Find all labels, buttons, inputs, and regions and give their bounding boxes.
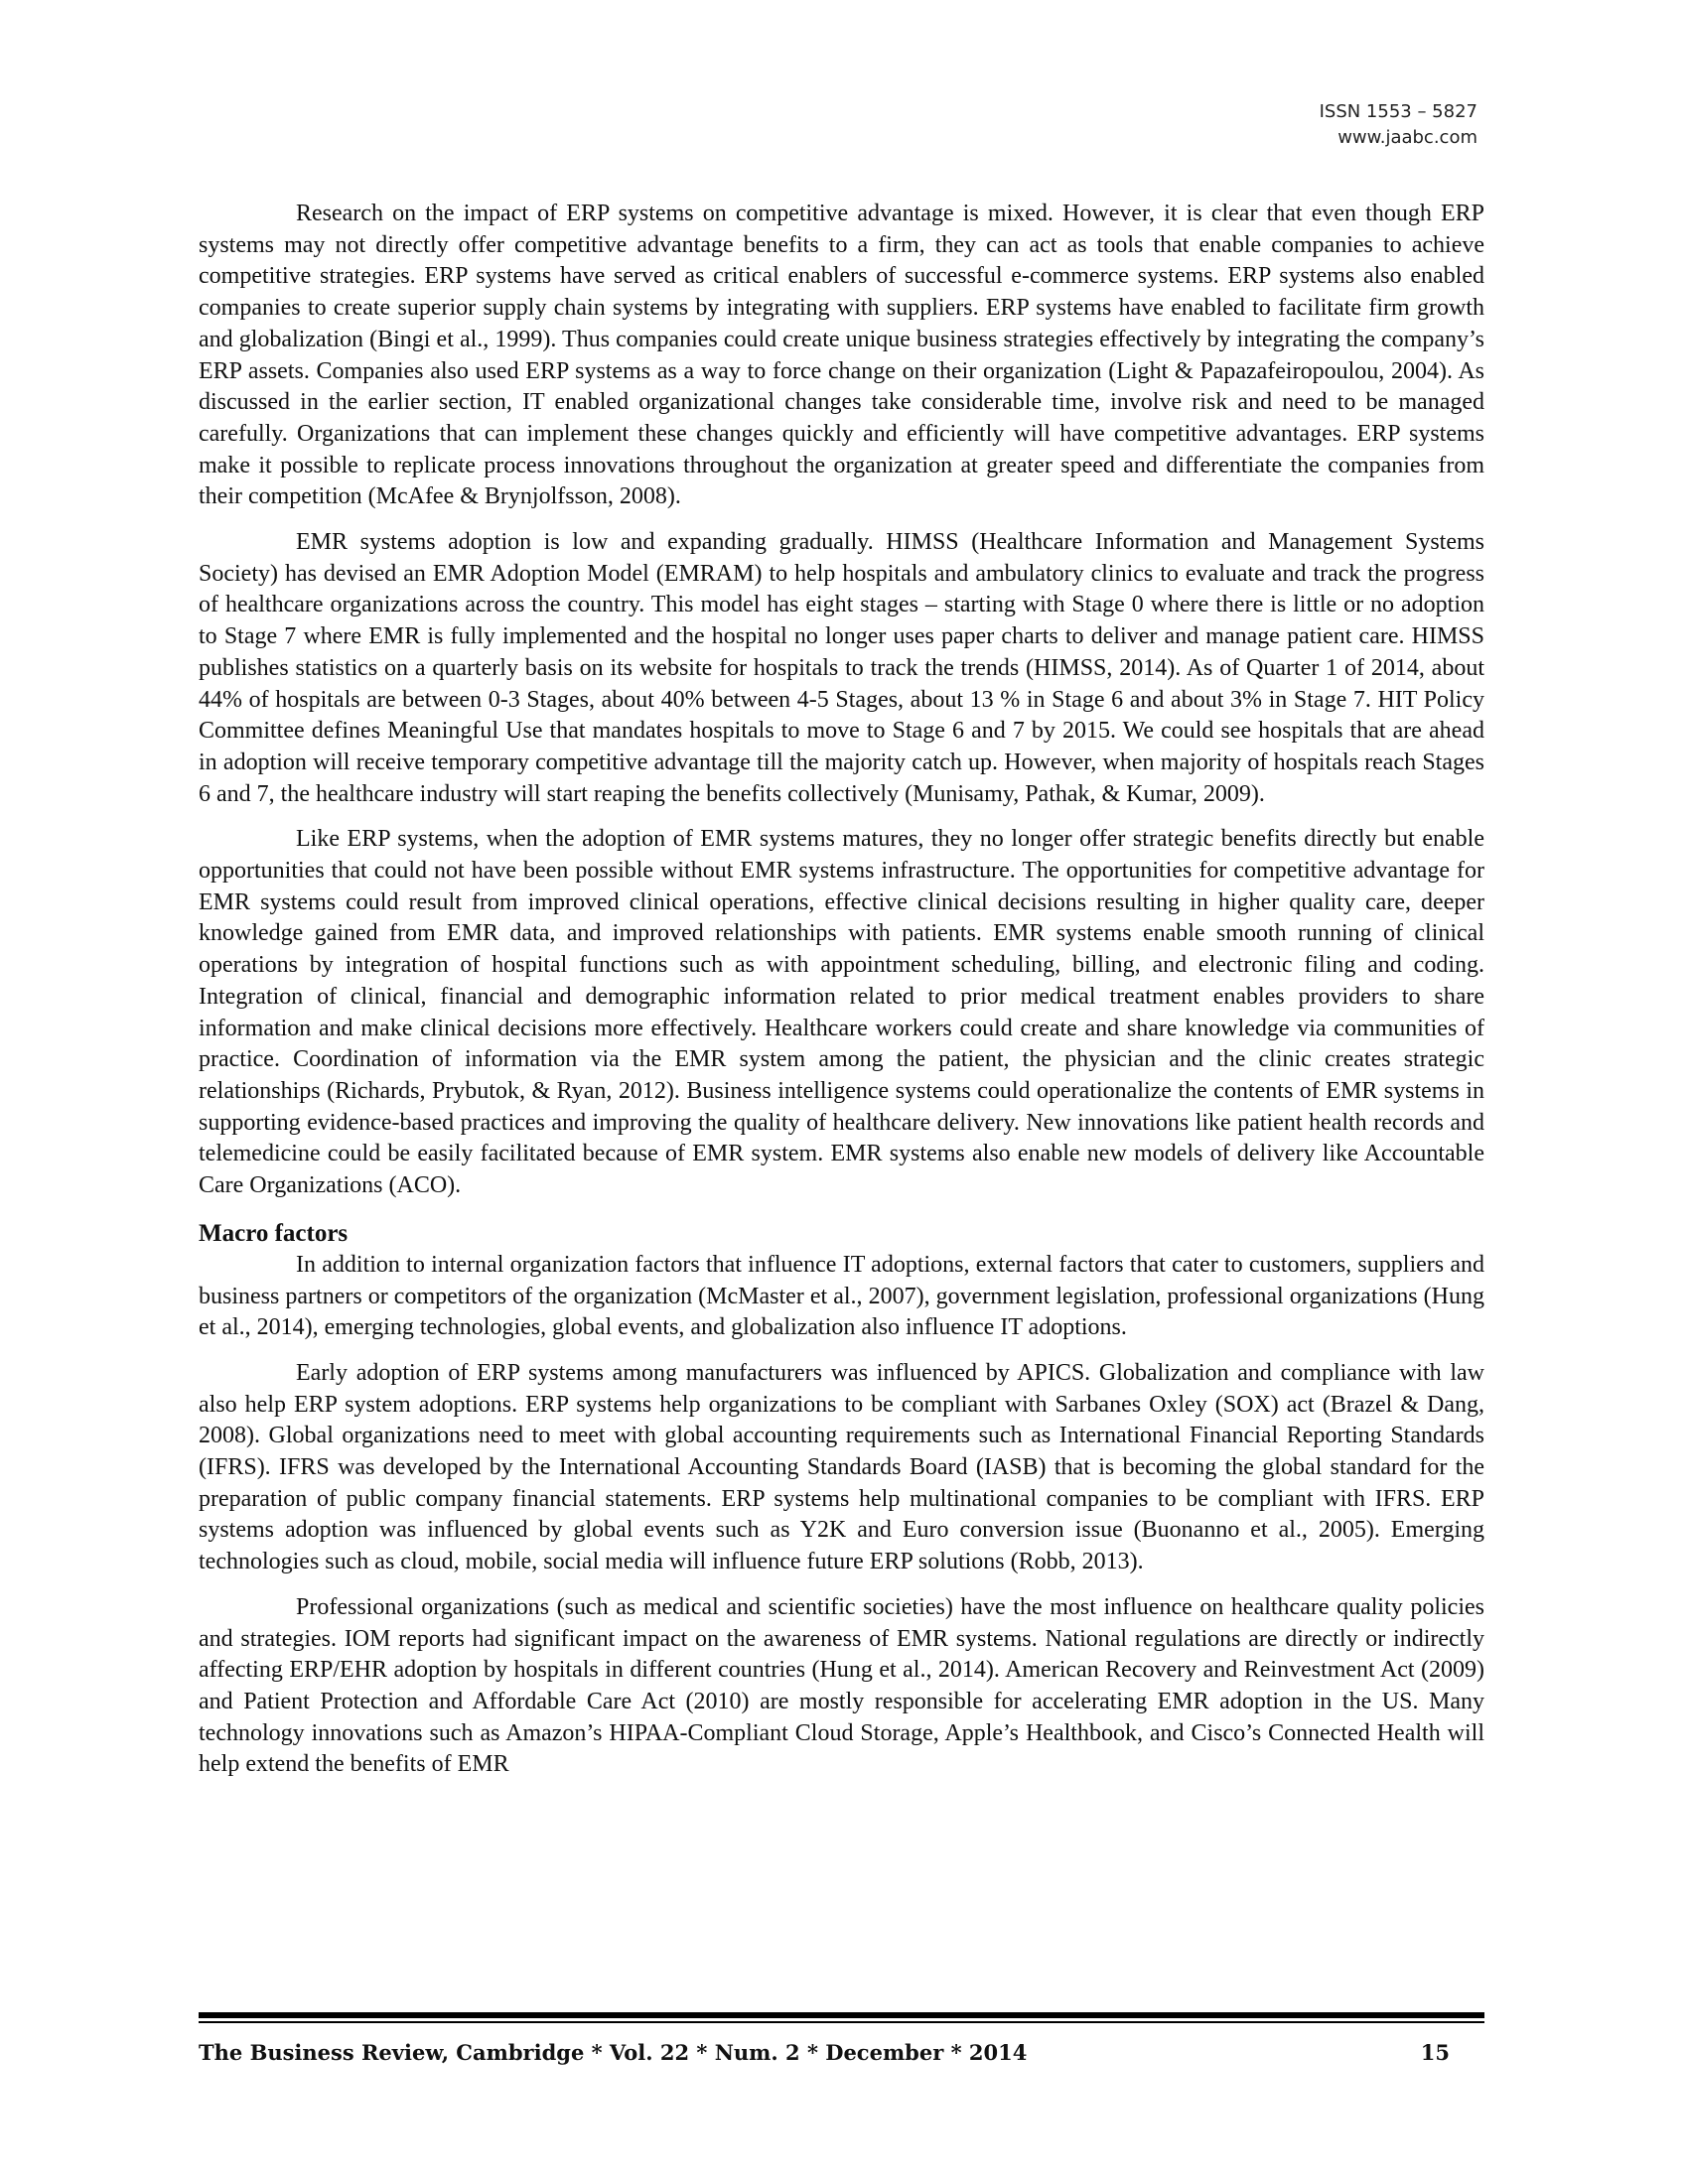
section-heading-macro-factors: Macro factors — [199, 1219, 349, 1247]
paragraph-macro-factors: In addition to internal organization factors that influence IT adoptions, external factors that cater to customers, suppliers and business partners or competitors of the organization (McMaster et al., 2007), government legislation, professional organizations (Hung et al., 2014), emerging technologies, global events, and globalization also influence IT adoptions. — [199, 1251, 1484, 1341]
paragraph-emr-adoption: EMR systems adoption is low and expanding gradually. HIMSS (Healthcare Information and Management Systems Society) has devised an EMR Adoption Model (EMRAM) to help hospitals and ambulatory clinics to evaluate and track the progress of healthcare organizations across the country. This model has eight stages – starting with Stage 0 where there is little or no adoption to Stage 7 where EMR is fully implemented and the hospital no longer uses paper charts to deliver and manage patient care. HIMSS publishes statistics on a quarterly basis on its website for hospitals to track the trends (HIMSS, 2014). As of Quarter 1 of 2014, about 44% of hospitals are between 0-3 Stages, about 40% between 4-5 Stages, about 13 % in Stage 6 and about 3% in Stage 7. HIT Policy Committee defines Meaningful Use that mandates hospitals to move to Stage 6 and 7 by 2015. We could see hospitals that are ahead in adoption will receive temporary competitive advantage till the majority catch up. However, when majority of hospitals reach Stages 6 and 7, the healthcare industry will start reaping the benefits collectively (Munisamy, Pathak, & Kumar, 2009). — [199, 529, 1484, 807]
paragraph-erp-competitive-advantage: Research on the impact of ERP systems on competitive advantage is mixed. However, it is clear that even though ERP systems may not directly offer competitive advantage benefits to a firm, they can act as tools that enable companies to achieve competitive strategies. ERP systems have served as critical enablers of successful e-commerce systems. ERP systems also enabled companies to create superior supply chain systems by integrating with suppliers. ERP systems have enabled to facilitate firm growth and globalization (Bingi et al., 1999). Thus companies could create unique business strategies effectively by integrating the company’s ERP assets. Companies also used ERP systems as a way to force change on their organization (Light & Papazafeiropoulou, 2004). As discussed in the earlier section, IT enabled organizational changes take considerable time, involve risk and need to be managed carefully. Organizations that can implement these changes quickly and efficiently will have competitive advantages. ERP systems make it possible to replicate process innovations throughout the organization at greater speed and differentiate the companies from their competition (McAfee & Brynjolfsson, 2008). — [199, 201, 1484, 510]
journal-citation: The Business Review, Cambridge * Vol. 22 * Num. 2 * December * 2014 — [199, 2040, 1028, 2065]
footer-divider-thin — [199, 2021, 1484, 2023]
article-body — [199, 199, 1484, 1795]
paragraph-emr-opportunities: Like ERP systems, when the adoption of EMR systems matures, they no longer offer strategic benefits directly but enable opportunities that could not have been possible without EMR systems infrastructure. The opportunities for competitive advantage for EMR systems could result from improved clinical operations, effective clinical decisions resulting in higher quality care, deeper knowledge gained from EMR data, and improved relationships with patients. EMR systems enable smooth running of clinical operations by integration of hospital functions such as with appointment scheduling, billing, and electronic filing and coding. Integration of clinical, financial and demographic information related to prior medical treatment enables providers to share information and make clinical decisions more effectively. Healthcare workers could create and share knowledge via communities of practice. Coordination of information via the EMR system among the patient, the physician and the clinic creates strategic relationships (Richards, Prybutok, & Ryan, 2012). Business intelligence systems could operationalize the contents of EMR systems in supporting evidence-based practices and improving the quality of healthcare delivery. New innovations like patient health records and telemedicine could be easily facilitated because of EMR system. EMR systems also enable new models of delivery like Accountable Care Organizations (ACO). — [199, 826, 1484, 1199]
paragraph-professional-organizations: Professional organizations (such as medical and scientific societies) have the most influence on healthcare quality policies and strategies. IOM reports had significant impact on the awareness of EMR systems. National regulations are directly or indirectly affecting ERP/EHR adoption by hospitals in different countries (Hung et al., 2014). American Recovery and Reinvestment Act (2009) and Patient Protection and Affordable Care Act (2010) are mostly responsible for accelerating EMR adoption in the US. Many technology innovations such as Amazon’s HIPAA-Compliant Cloud Storage, Apple’s Healthbook, and Cisco’s Connected Health will help extend the benefits of EMR — [199, 1593, 1484, 1778]
paragraph-erp-early-adoption: Early adoption of ERP systems among manufacturers was influenced by APICS. Globalization and compliance with law also help ERP system adoptions. ERP systems help organizations to be compliant with Sarbanes Oxley (SOX) act (Brazel & Dang, 2008). Global organizations need to meet with global accounting requirements such as International Financial Reporting Standards (IFRS). IFRS was developed by the International Accounting Standards Board (IASB) that is becoming the global standard for the preparation of public company financial statements. ERP systems help multinational companies to be compliant with IFRS. ERP systems adoption was influenced by global events such as Y2K and Euro conversion issue (Buonanno et al., 2005). Emerging technologies such as cloud, mobile, social media will influence future ERP solutions (Robb, 2013). — [199, 1359, 1484, 1575]
running-header — [1320, 99, 1477, 151]
footer-divider-thick — [199, 2012, 1484, 2018]
issn-label: ISSN 1553 – 5827 — [1319, 101, 1477, 122]
page-number: 15 — [1420, 2040, 1450, 2065]
journal-website: www.jaabc.com — [1337, 127, 1477, 148]
